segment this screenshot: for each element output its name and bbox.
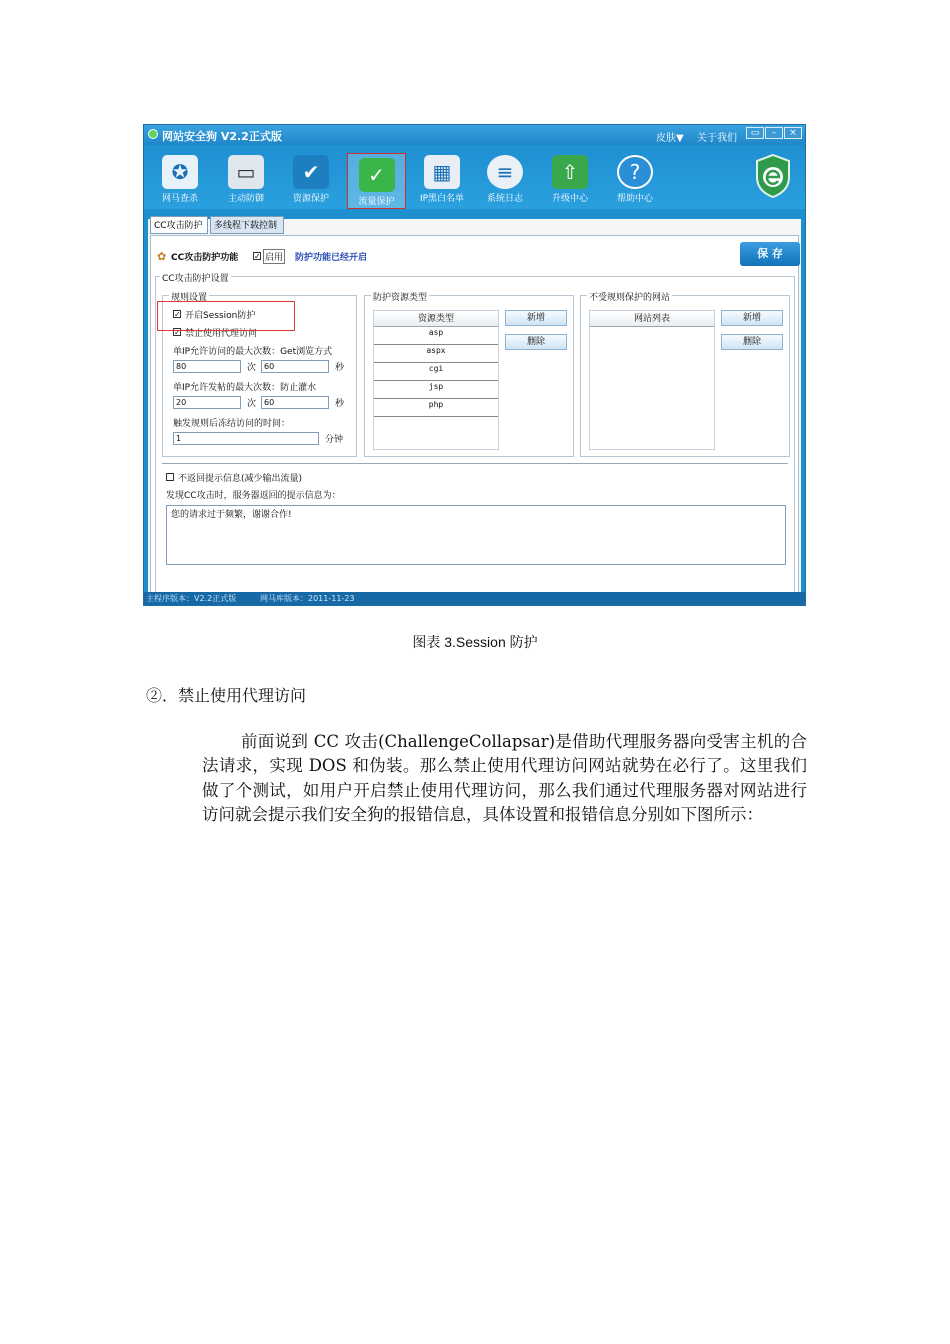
- main-toolbar: [144, 145, 805, 209]
- site-list-header: 网站列表: [590, 311, 714, 327]
- divider: [162, 463, 788, 464]
- resource-group: [364, 295, 574, 457]
- enable-label: 启用: [263, 249, 285, 264]
- add-site-button[interactable]: 新增: [721, 310, 783, 326]
- freeze-time-field[interactable]: 1: [173, 432, 319, 445]
- skin-menu[interactable]: 皮肤▼: [656, 133, 684, 144]
- no-return-checkbox[interactable]: [166, 473, 174, 481]
- menu-button[interactable]: ▭: [746, 127, 764, 139]
- app-logo-icon: [148, 129, 158, 139]
- seconds-unit: 秒: [335, 399, 345, 409]
- rules-group-label: 规则设置: [169, 290, 209, 303]
- ip-list-icon: ▦: [424, 155, 460, 189]
- exempt-group-label: 不受规则保护的网站: [587, 290, 672, 303]
- toolbar-item-ip-list[interactable]: [412, 151, 472, 207]
- tab-cc-protect[interactable]: CC攻击防护: [150, 216, 208, 234]
- db-version: 网马库版本：2011-11-23: [260, 594, 355, 603]
- resource-group-label: 防护资源类型: [371, 290, 429, 303]
- list-item[interactable]: jsp: [374, 381, 498, 399]
- section-heading: ②．禁止使用代理访问: [146, 686, 307, 705]
- toolbar-item-traffic-protect[interactable]: [347, 153, 406, 209]
- highlight-box: [157, 301, 295, 331]
- site-list[interactable]: [589, 310, 715, 450]
- minutes-unit: 分钟: [325, 435, 344, 445]
- add-resource-button[interactable]: 新增: [505, 310, 567, 326]
- tab-multithread-download[interactable]: 多线程下载控制: [210, 216, 284, 234]
- visit-seconds-field[interactable]: 60: [261, 360, 329, 373]
- delete-site-button[interactable]: 删除: [721, 334, 783, 350]
- no-return-label: 不返回提示信息(减少输出流量): [178, 474, 303, 484]
- list-item[interactable]: aspx: [374, 345, 498, 363]
- cc-protect-page: [150, 235, 799, 601]
- toolbar-item-system-log[interactable]: [477, 151, 533, 207]
- resource-list-header: 资源类型: [374, 311, 498, 327]
- title-bar: [144, 125, 805, 145]
- resource-list[interactable]: [373, 310, 499, 450]
- cc-feature-label: CC攻击防护功能: [171, 253, 239, 263]
- exempt-sites-group: [580, 295, 790, 457]
- app-title: 网站安全狗 V2.2正式版: [162, 130, 282, 143]
- list-item[interactable]: php: [374, 399, 498, 417]
- toolbar-label: 帮助中心: [616, 194, 653, 204]
- monitor-icon: ▭: [228, 155, 264, 189]
- freeze-label: 触发规则后冻结访问的时间：: [173, 419, 291, 429]
- seconds-unit: 秒: [335, 363, 345, 373]
- toolbar-label: 主动防御: [227, 194, 264, 204]
- session-checkbox[interactable]: ✓: [174, 310, 181, 319]
- list-item[interactable]: cgi: [374, 363, 498, 381]
- ip-post-label: 单IP允许发帖的最大次数：防止灌水: [173, 383, 317, 393]
- toolbar-label: 升级中心: [551, 194, 588, 204]
- shield-folder-icon: ✔: [293, 155, 329, 189]
- post-seconds-field[interactable]: 60: [261, 396, 329, 409]
- about-link[interactable]: 关于我们: [697, 133, 737, 144]
- settings-group-label: CC攻击防护设置: [160, 271, 231, 284]
- toolbar-item-trojan-scan[interactable]: [152, 151, 208, 207]
- toolbar-item-active-defense[interactable]: [218, 151, 274, 207]
- toolbar-item-resource-protect[interactable]: [283, 151, 339, 207]
- content-panel: [148, 219, 801, 603]
- status-text: 防护功能已经开启: [295, 253, 368, 263]
- toolbar-label: IP黑白名单: [419, 194, 465, 204]
- minimize-button[interactable]: –: [765, 127, 783, 139]
- bug-icon: ✿: [157, 250, 167, 263]
- status-bar: [144, 592, 805, 606]
- toolbar-item-help[interactable]: [607, 151, 663, 207]
- safedog-badge-icon: [753, 153, 793, 199]
- enable-checkbox[interactable]: ✓: [254, 252, 261, 261]
- figure-caption: 图表 3.Session 防护: [412, 634, 538, 650]
- ip-visit-label: 单IP允许访问的最大次数：Get浏览方式: [173, 347, 333, 357]
- message-label: 发现CC攻击时，服务器返回的提示信息为：: [166, 491, 341, 501]
- list-item[interactable]: asp: [374, 327, 498, 345]
- times-unit: 次: [247, 399, 257, 409]
- delete-resource-button[interactable]: 删除: [505, 334, 567, 350]
- toolbar-label: 资源保护: [292, 194, 329, 204]
- post-count-field[interactable]: 20: [173, 396, 241, 409]
- toolbar-label: 流量保护: [358, 197, 395, 207]
- message-textarea[interactable]: 您的请求过于频繁，谢谢合作!: [166, 505, 786, 565]
- app-screenshot: [143, 124, 806, 606]
- traffic-shield-icon: ✓: [359, 158, 395, 192]
- visit-count-field[interactable]: 80: [173, 360, 241, 373]
- session-label: 开启Session防护: [185, 311, 256, 321]
- upgrade-arrow-icon: ⇧: [552, 155, 588, 189]
- proxy-label: 禁止使用代理访问: [185, 329, 258, 339]
- scan-icon: ✪: [162, 155, 198, 189]
- toolbar-item-upgrade[interactable]: [542, 151, 598, 207]
- program-version: 主程序版本：V2.2正式版: [146, 594, 237, 603]
- close-button[interactable]: ×: [784, 127, 802, 139]
- log-icon: ≡: [487, 155, 523, 189]
- help-icon: ?: [617, 155, 653, 189]
- proxy-checkbox[interactable]: ✓: [174, 328, 181, 337]
- save-button[interactable]: 保 存: [740, 242, 800, 266]
- toolbar-label: 系统日志: [486, 194, 523, 204]
- times-unit: 次: [247, 363, 257, 373]
- toolbar-label: 网马查杀: [161, 194, 198, 204]
- body-paragraph: 前面说到 CC 攻击(ChallengeCollapsar)是借助代理服务器向受害主机的合法请求，实现 DOS 和伪装。那么禁止使用代理访问网站就势在必行了。这里我们做了个测试，如用户开启禁止使用代理访问，那么我们通过代理服务器对网站进行访问就会提示我们安全狗的报错信息，具体设置和报错信息分别如下图所示：: [202, 732, 807, 825]
